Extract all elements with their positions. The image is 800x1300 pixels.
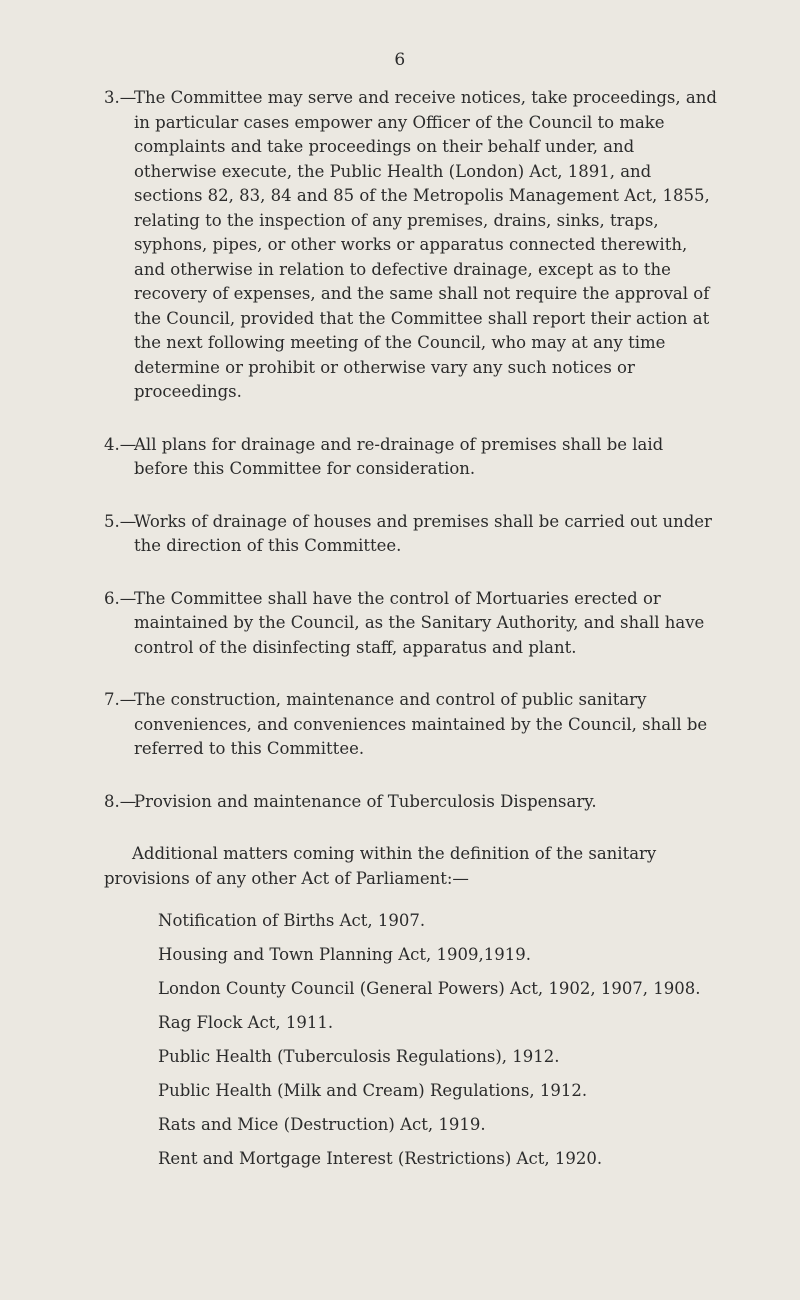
- clause-6: [104, 587, 720, 661]
- clause-number: 5.—: [104, 511, 137, 531]
- clause-number: 3.—: [104, 88, 137, 107]
- clause-number: 7.—: [104, 690, 137, 709]
- acts-list: [104, 909, 720, 1171]
- page-number: 6: [394, 50, 406, 70]
- clause-text: Provision and maintenance of Tuberculosis Dispensary.: [134, 791, 597, 811]
- clause-7: [104, 688, 720, 762]
- clause-8: [104, 790, 720, 815]
- act-item: Public Health (Tuberculosis Regulations), 1912.: [158, 1047, 560, 1066]
- clause-text: Works of drainage of houses and premises shall be carried out under the direction of this Committee.: [134, 511, 712, 555]
- clause-5: [104, 510, 720, 559]
- clause-text: The construction, maintenance and control of public sanitary conveniences, and conveniences maintained by the Council, shall be referred to this Committee.: [134, 690, 708, 758]
- document-body: [104, 86, 720, 1181]
- clause-text: The Committee may serve and receive notices, take proceedings, and in particular cases empower any Officer of the Council to make complaints and take proceedings on their behalf under, and otherwise execute, the Public Health (London) Act, 1891, and sections 82, 83, 84 and 85 of the Metropolis Management Act, 1855, relating to the inspection of any premises, drains, sinks, traps, syphons, pipes, or other works or apparatus connected therewith, and otherwise in relation to defective drainage, except as to the recovery of expenses, and the same shall not require the approval of the Council, provided that the Committee shall report their action at the next following meeting of the Council, who may at any time determine or prohibit or otherwise vary any such notices or proceedings.: [134, 88, 717, 401]
- clause-number: 6.—: [104, 588, 137, 608]
- clause-text: All plans for drainage and re-drainage of premises shall be laid before this Committee for consideration.: [134, 434, 664, 478]
- act-item: Public Health (Milk and Cream) Regulations, 1912.: [158, 1081, 588, 1100]
- clause-text: The Committee shall have the control of Mortuaries erected or maintained by the Council, as the Sanitary Authority, and shall have control of the disinfecting staff, apparatus and plant.: [134, 588, 705, 657]
- clause-4: [104, 433, 720, 482]
- act-item: Rats and Mice (Destruction) Act, 1919.: [158, 1115, 486, 1134]
- act-item: Notification of Births Act, 1907.: [158, 911, 426, 930]
- act-item: Rent and Mortgage Interest (Restrictions) Act, 1920.: [158, 1149, 603, 1168]
- act-item: Rag Flock Act, 1911.: [158, 1013, 334, 1032]
- clause-number: 8.—: [104, 791, 137, 811]
- additional-matters-intro: Additional matters coming within the definition of the sanitary provisions of any other Act of Parliament:—: [104, 844, 657, 888]
- clause-number: 4.—: [104, 434, 137, 454]
- clause-3: [104, 86, 720, 405]
- act-item: London County Council (General Powers) Act, 1902, 1907, 1908.: [158, 979, 701, 998]
- act-item: Housing and Town Planning Act, 1909,1919.: [158, 945, 531, 964]
